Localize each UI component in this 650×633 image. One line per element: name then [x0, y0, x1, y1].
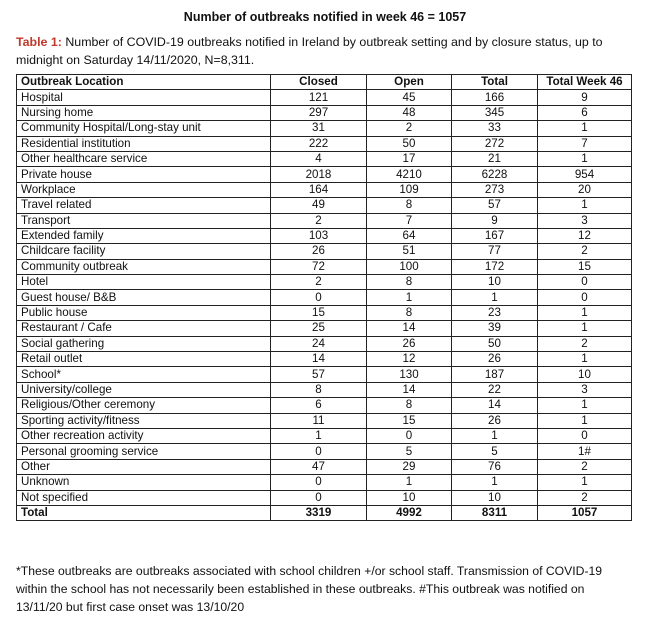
cell-location: Social gathering [17, 336, 271, 351]
column-header-closed: Closed [271, 75, 367, 90]
cell-closed: 31 [271, 121, 367, 136]
cell-total: 1 [452, 290, 538, 305]
cell-closed: 2018 [271, 167, 367, 182]
cell-total: 26 [452, 413, 538, 428]
cell-total-week-46: 0 [538, 290, 632, 305]
cell-open: 5 [367, 444, 452, 459]
table-row [17, 352, 632, 367]
cell-total: 8311 [452, 505, 538, 520]
cell-closed: 2 [271, 213, 367, 228]
table-row [17, 475, 632, 490]
table-row [17, 259, 632, 274]
table-row [17, 213, 632, 228]
cell-open: 8 [367, 305, 452, 320]
cell-total: 23 [452, 305, 538, 320]
cell-location: Restaurant / Cafe [17, 321, 271, 336]
cell-open: 17 [367, 151, 452, 166]
cell-total-week-46: 1 [538, 151, 632, 166]
cell-total-week-46: 10 [538, 367, 632, 382]
cell-open: 64 [367, 228, 452, 243]
cell-open: 14 [367, 321, 452, 336]
cell-total: 57 [452, 198, 538, 213]
table-row [17, 228, 632, 243]
cell-total-week-46: 0 [538, 428, 632, 443]
cell-total: 77 [452, 244, 538, 259]
cell-closed: 121 [271, 90, 367, 105]
cell-total: 272 [452, 136, 538, 151]
cell-total-week-46: 1 [538, 198, 632, 213]
cell-open: 14 [367, 382, 452, 397]
cell-total-week-46: 1 [538, 398, 632, 413]
table-body [17, 90, 632, 521]
cell-location: Personal grooming service [17, 444, 271, 459]
cell-location: Total [17, 505, 271, 520]
cell-location: Unknown [17, 475, 271, 490]
outbreak-table [16, 74, 632, 521]
cell-total: 187 [452, 367, 538, 382]
table-caption-text: Number of COVID-19 outbreaks notified in Ireland by outbreak setting and by closure status, up to midnight on Saturday 14/11/2020, N=8,311. [16, 35, 603, 67]
cell-location: Workplace [17, 182, 271, 197]
table-row [17, 382, 632, 397]
cell-location: Residential institution [17, 136, 271, 151]
cell-open: 4210 [367, 167, 452, 182]
column-header-location: Outbreak Location [17, 75, 271, 90]
table-row [17, 198, 632, 213]
cell-open: 4992 [367, 505, 452, 520]
cell-total-week-46: 1 [538, 413, 632, 428]
cell-location: Private house [17, 167, 271, 182]
cell-total: 33 [452, 121, 538, 136]
cell-total: 39 [452, 321, 538, 336]
cell-location: Hotel [17, 275, 271, 290]
cell-closed: 14 [271, 352, 367, 367]
cell-total: 10 [452, 275, 538, 290]
cell-closed: 72 [271, 259, 367, 274]
cell-open: 12 [367, 352, 452, 367]
cell-total-week-46: 1 [538, 321, 632, 336]
cell-location: Not specified [17, 490, 271, 505]
cell-total: 21 [452, 151, 538, 166]
cell-open: 45 [367, 90, 452, 105]
cell-total-week-46: 6 [538, 105, 632, 120]
cell-total: 26 [452, 352, 538, 367]
cell-location: Retail outlet [17, 352, 271, 367]
cell-closed: 0 [271, 475, 367, 490]
cell-open: 26 [367, 336, 452, 351]
cell-open: 29 [367, 459, 452, 474]
cell-closed: 222 [271, 136, 367, 151]
cell-location: Other [17, 459, 271, 474]
table-total-row [17, 505, 632, 520]
cell-total: 172 [452, 259, 538, 274]
table-row [17, 182, 632, 197]
cell-location: Public house [17, 305, 271, 320]
cell-total-week-46: 2 [538, 336, 632, 351]
cell-closed: 26 [271, 244, 367, 259]
cell-total: 1 [452, 475, 538, 490]
table-row [17, 121, 632, 136]
cell-total-week-46: 2 [538, 490, 632, 505]
cell-total-week-46: 1# [538, 444, 632, 459]
cell-closed: 103 [271, 228, 367, 243]
cell-open: 109 [367, 182, 452, 197]
column-header-total-week-46: Total Week 46 [538, 75, 632, 90]
cell-total: 1 [452, 428, 538, 443]
cell-total: 167 [452, 228, 538, 243]
cell-open: 51 [367, 244, 452, 259]
cell-location: School* [17, 367, 271, 382]
table-row [17, 398, 632, 413]
cell-total: 50 [452, 336, 538, 351]
table-row [17, 444, 632, 459]
cell-closed: 25 [271, 321, 367, 336]
cell-open: 50 [367, 136, 452, 151]
cell-location: Nursing home [17, 105, 271, 120]
cell-total: 345 [452, 105, 538, 120]
cell-location: Other healthcare service [17, 151, 271, 166]
cell-total-week-46: 20 [538, 182, 632, 197]
cell-total-week-46: 2 [538, 459, 632, 474]
table-row [17, 151, 632, 166]
cell-location: Other recreation activity [17, 428, 271, 443]
table-row [17, 290, 632, 305]
table-row [17, 275, 632, 290]
cell-total: 76 [452, 459, 538, 474]
cell-total-week-46: 15 [538, 259, 632, 274]
cell-closed: 57 [271, 367, 367, 382]
cell-closed: 49 [271, 198, 367, 213]
cell-open: 2 [367, 121, 452, 136]
cell-location: Guest house/ B&B [17, 290, 271, 305]
table-row [17, 167, 632, 182]
cell-total-week-46: 2 [538, 244, 632, 259]
cell-total-week-46: 1057 [538, 505, 632, 520]
cell-open: 10 [367, 490, 452, 505]
cell-open: 1 [367, 290, 452, 305]
cell-location: Travel related [17, 198, 271, 213]
cell-total-week-46: 3 [538, 213, 632, 228]
cell-location: Community Hospital/Long-stay unit [17, 121, 271, 136]
cell-total-week-46: 0 [538, 275, 632, 290]
cell-total-week-46: 1 [538, 475, 632, 490]
cell-closed: 2 [271, 275, 367, 290]
cell-closed: 0 [271, 490, 367, 505]
cell-closed: 24 [271, 336, 367, 351]
cell-total: 14 [452, 398, 538, 413]
cell-location: Sporting activity/fitness [17, 413, 271, 428]
cell-open: 1 [367, 475, 452, 490]
cell-total: 5 [452, 444, 538, 459]
table-caption [16, 33, 626, 69]
table-row [17, 244, 632, 259]
table-header-row [17, 75, 632, 90]
cell-closed: 4 [271, 151, 367, 166]
cell-total: 6228 [452, 167, 538, 182]
cell-open: 8 [367, 398, 452, 413]
cell-closed: 11 [271, 413, 367, 428]
cell-location: Religious/Other ceremony [17, 398, 271, 413]
cell-total: 166 [452, 90, 538, 105]
table-row [17, 413, 632, 428]
cell-total-week-46: 9 [538, 90, 632, 105]
table-row [17, 321, 632, 336]
cell-open: 7 [367, 213, 452, 228]
cell-total-week-46: 12 [538, 228, 632, 243]
cell-total: 273 [452, 182, 538, 197]
column-header-total: Total [452, 75, 538, 90]
cell-closed: 15 [271, 305, 367, 320]
cell-location: Childcare facility [17, 244, 271, 259]
cell-location: University/college [17, 382, 271, 397]
table-row [17, 105, 632, 120]
cell-open: 8 [367, 275, 452, 290]
table-row [17, 428, 632, 443]
table-row [17, 90, 632, 105]
cell-closed: 3319 [271, 505, 367, 520]
cell-closed: 297 [271, 105, 367, 120]
table-row [17, 490, 632, 505]
cell-location: Community outbreak [17, 259, 271, 274]
table-row [17, 336, 632, 351]
table-row [17, 136, 632, 151]
cell-closed: 8 [271, 382, 367, 397]
cell-closed: 164 [271, 182, 367, 197]
cell-total: 10 [452, 490, 538, 505]
cell-total-week-46: 1 [538, 305, 632, 320]
cell-total-week-46: 3 [538, 382, 632, 397]
cell-closed: 0 [271, 290, 367, 305]
cell-location: Transport [17, 213, 271, 228]
page-heading: Number of outbreaks notified in week 46 = 1057 [183, 10, 467, 24]
table-row [17, 367, 632, 382]
cell-closed: 1 [271, 428, 367, 443]
table-row [17, 459, 632, 474]
cell-closed: 6 [271, 398, 367, 413]
cell-closed: 47 [271, 459, 367, 474]
cell-open: 0 [367, 428, 452, 443]
column-header-open: Open [367, 75, 452, 90]
cell-open: 15 [367, 413, 452, 428]
cell-total: 9 [452, 213, 538, 228]
footnote: *These outbreaks are outbreaks associated with school children +/or school staff. Transmission of COVID-19 within the school has not necessarily been established in these outbreaks. #This outbreak was notified on 13/11/20 but first case onset was 13/10/20 [16, 564, 603, 614]
cell-open: 100 [367, 259, 452, 274]
cell-total-week-46: 1 [538, 121, 632, 136]
cell-closed: 0 [271, 444, 367, 459]
cell-total-week-46: 1 [538, 352, 632, 367]
cell-total: 22 [452, 382, 538, 397]
cell-location: Hospital [17, 90, 271, 105]
table-caption-label: Table 1: [16, 35, 62, 49]
cell-open: 130 [367, 367, 452, 382]
cell-total-week-46: 954 [538, 167, 632, 182]
cell-open: 8 [367, 198, 452, 213]
cell-open: 48 [367, 105, 452, 120]
cell-total-week-46: 7 [538, 136, 632, 151]
cell-location: Extended family [17, 228, 271, 243]
table-row [17, 305, 632, 320]
